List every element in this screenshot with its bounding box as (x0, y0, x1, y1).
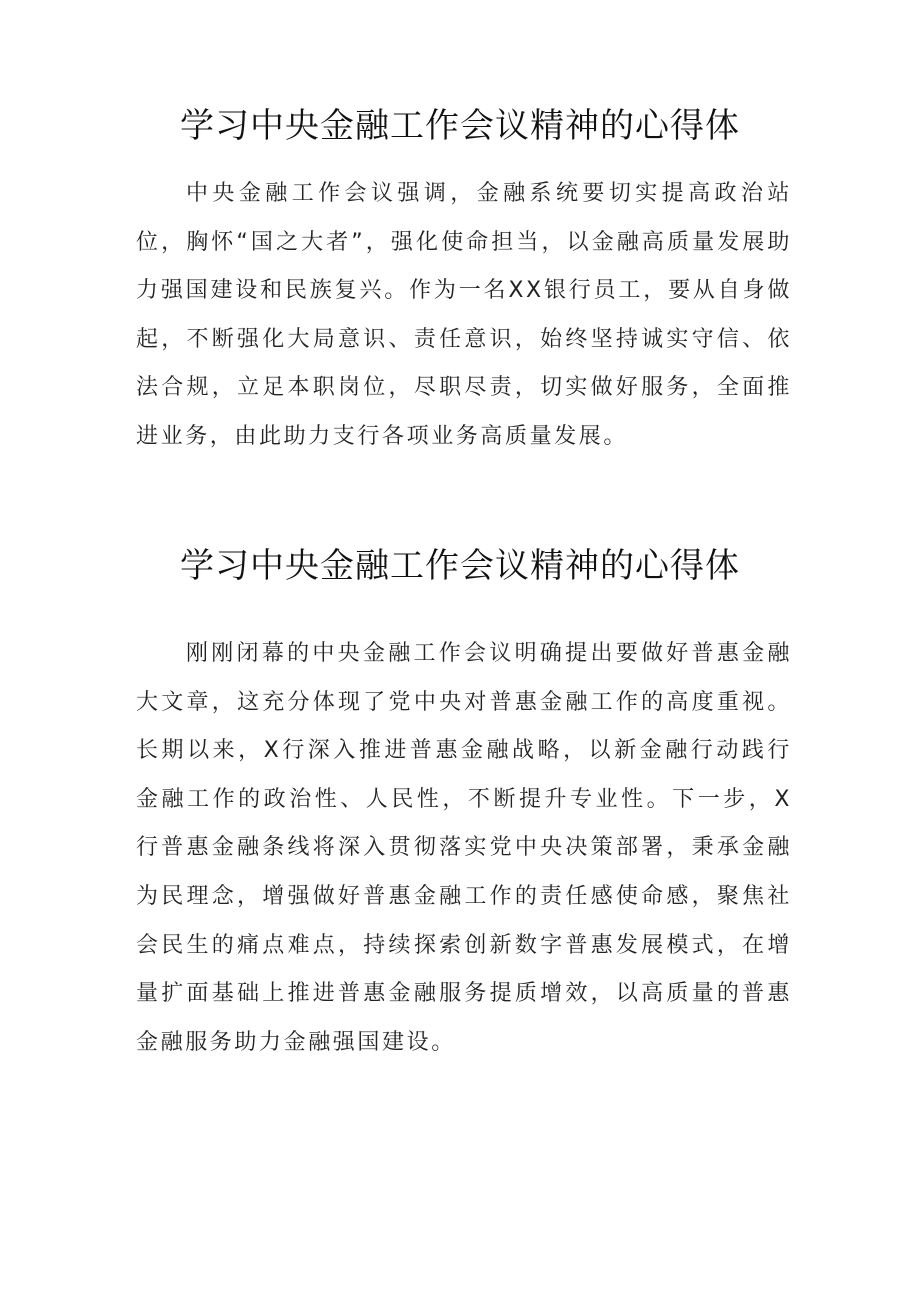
article-2 (0, 536, 920, 1055)
article-1 (0, 96, 920, 449)
article-1-title: 学习中央金融工作会议精神的心得体 (180, 106, 740, 146)
article-2-title: 学习中央金融工作会议精神的心得体 (180, 546, 740, 586)
article-2-body: 刚刚闭幕的中央金融工作会议明确提出要做好普惠金融大文章，这充分体现了党中央对普惠金融工作的高度重视。长期以来，X行深入推进普惠金融战略，以新金融行动践行金融工作的政治性、人民性，不断提升专业性。下一步，X行普惠金融条线将深入贯彻落实党中央决策部署，秉承金融为民理念，增强做好普惠金融工作的责任感使命感，聚焦社会民生的痛点难点，持续探索创新数字普惠发展模式，在增量扩面基础上推进普惠金融服务提质增效，以高质量的普惠金融服务助力金融强国建设。 (136, 641, 792, 1055)
article-1-body: 中央金融工作会议强调，金融系统要切实提高政治站位，胸怀“国之大者”，强化使命担当，以金融高质量发展助力强国建设和民族复兴。作为一名XX银行员工，要从自身做起，不断强化大局意识、责任意识，始终坚持诚实守信、依法合规，立足本职岗位，尽职尽责，切实做好服务，全面推进业务，由此助力支行各项业务高质量发展。 (136, 181, 792, 449)
